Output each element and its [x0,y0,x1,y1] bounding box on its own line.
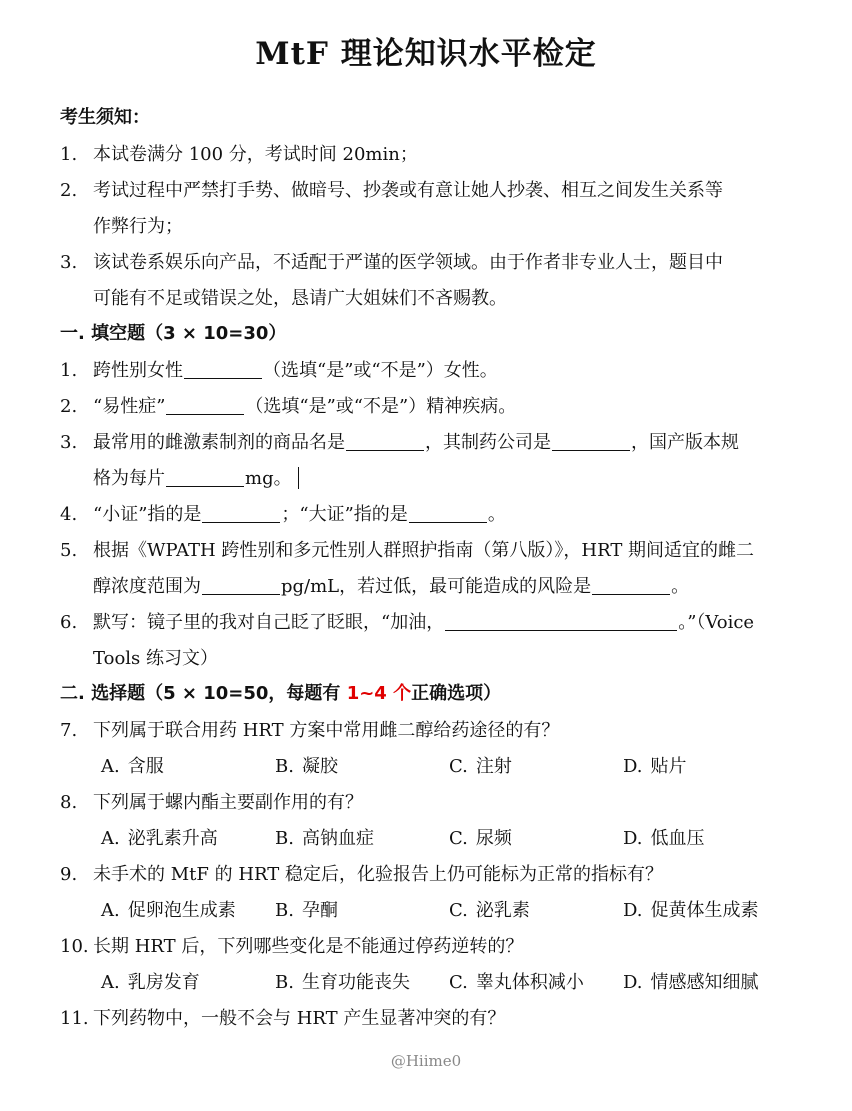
answer-blank[interactable] [409,504,487,523]
notice-item [60,143,418,167]
question-6-continued: Tools 练习文） [93,648,218,669]
question-5 [60,539,754,563]
question-text: 长期 HRT 后，下列哪些变化是不能通过停药逆转的？ [93,936,524,957]
item-text: 考试过程中严禁打手势、做暗号、抄袭或有意让她人抄袭、相互之间发生关系等 [93,180,723,201]
option-c[interactable] [449,755,512,779]
option-letter: A. [101,900,120,921]
item-text-continued: 作弊行为； [93,216,183,237]
option-d[interactable] [623,971,759,995]
option-b[interactable] [275,971,410,995]
option-b[interactable] [275,899,338,923]
question-text: 醇浓度范围为 [93,576,201,597]
option-c[interactable] [449,827,512,851]
question-number: 9. [60,864,78,885]
option-letter: C. [449,756,468,777]
option-letter: B. [275,828,294,849]
question-text: 。”（Voice [678,612,755,633]
item-number: 3. [60,252,78,273]
option-letter: C. [449,900,468,921]
option-letter: C. [449,828,468,849]
option-text: 孕酮 [301,900,338,921]
option-letter: B. [275,900,294,921]
section-heading-text: 正确选项） [411,683,502,704]
question-text: “易性症” [93,396,166,417]
option-letter: A. [101,828,120,849]
option-letter: A. [101,756,120,777]
question-3-continued [93,467,299,491]
question-number: 3. [60,432,78,453]
option-letter: C. [449,972,468,993]
option-b[interactable] [275,827,374,851]
question-number: 6. [60,612,78,633]
question-number: 4. [60,504,78,525]
option-text: 睾丸体积减小 [475,972,584,993]
question-8 [60,791,363,815]
answer-blank[interactable] [166,468,244,487]
question-text: 。 [487,504,506,525]
answer-blank[interactable] [552,432,630,451]
option-letter: B. [275,756,294,777]
question-number: 10. [60,936,89,957]
option-d[interactable] [623,899,759,923]
section-heading-multiple-choice [60,682,501,706]
question-text: （选填“是”或“不是”）女性。 [263,360,498,381]
option-letter: D. [623,756,643,777]
question-1 [60,359,498,383]
question-text: （选填“是”或“不是”）精神疾病。 [245,396,517,417]
question-text: ；“大证”指的是 [281,504,408,525]
question-text: “小证”指的是 [93,504,202,525]
option-letter: D. [623,828,643,849]
option-text: 促卵泡生成素 [127,900,236,921]
question-number: 5. [60,540,78,561]
option-a[interactable] [101,755,164,779]
question-text: 跨性别女性 [93,360,183,381]
option-a[interactable] [101,899,236,923]
option-d[interactable] [623,755,687,779]
question-3 [60,431,739,455]
question-10 [60,935,523,959]
question-2 [60,395,516,419]
option-text: 泌乳素 [475,900,530,921]
option-letter: D. [623,900,643,921]
question-number: 2. [60,396,78,417]
item-number: 1. [60,144,78,165]
question-text: ，国产版本规 [631,432,739,453]
option-text: 泌乳素升高 [127,828,218,849]
question-number: 8. [60,792,78,813]
item-text: 该试卷系娱乐向产品，不适配于严谨的医学领域。由于作者非专业人士，题目中 [93,252,723,273]
section-heading-highlight: 1~4 个 [346,683,412,704]
notice-item [60,251,723,275]
option-text: 含服 [127,756,164,777]
question-text: 默写：镜子里的我对自己眨了眨眼，“加油， [93,612,445,633]
question-text: ，其制药公司是 [425,432,551,453]
option-text: 贴片 [650,756,687,777]
question-11 [60,1007,505,1031]
option-b[interactable] [275,755,338,779]
item-number: 2. [60,180,78,201]
text-cursor [298,467,299,489]
option-c[interactable] [449,971,584,995]
section-heading-fill-in: 一. 填空题（3 × 10=30） [60,323,287,344]
item-text-continued: 可能有不足或错误之处，恳请广大姐妹们不吝赐教。 [93,288,507,309]
question-text: 下列药物中，一般不会与 HRT 产生显著冲突的有？ [93,1008,506,1029]
answer-blank[interactable] [346,432,424,451]
option-a[interactable] [101,827,218,851]
question-5-continued [93,575,689,599]
option-text: 乳房发育 [127,972,200,993]
question-4 [60,503,506,527]
question-text: 格为每片 [93,468,165,489]
question-text: 根据《WPATH 跨性别和多元性别人群照护指南（第八版）》，HRT 期间适宜的雌二 [93,540,755,561]
option-text: 注射 [475,756,512,777]
question-text: mg。 [245,468,292,489]
option-text: 情感感知细腻 [650,972,759,993]
option-letter: B. [275,972,294,993]
question-text: pg/mL，若过低，最可能造成的风险是 [281,576,592,597]
answer-blank[interactable] [202,504,280,523]
option-letter: D. [623,972,643,993]
option-text: 生育功能丧失 [301,972,410,993]
page-title: MtF 理论知识水平检定 [255,36,597,72]
option-text: 促黄体生成素 [650,900,759,921]
answer-blank[interactable] [166,396,244,415]
notice-heading: 考生须知： [60,107,150,128]
question-7 [60,719,559,743]
option-text: 高钠血症 [301,828,374,849]
answer-blank[interactable] [445,612,677,631]
question-text: 下列属于联合用药 HRT 方案中常用雌二醇给药途径的有？ [93,720,560,741]
question-number: 1. [60,360,78,381]
notice-item [60,179,723,203]
option-letter: A. [101,972,120,993]
question-9 [60,863,663,887]
option-text: 凝胶 [301,756,338,777]
option-c[interactable] [449,899,530,923]
watermark-author: @Hiime0 [390,1052,462,1070]
section-heading-text: 二. 选择题（5 × 10=50，每题有 [60,683,347,704]
question-text: 最常用的雌激素制剂的商品名是 [93,432,345,453]
answer-blank[interactable] [592,576,670,595]
question-number: 7. [60,720,78,741]
answer-blank[interactable] [184,360,262,379]
question-text: 未手术的 MtF 的 HRT 稳定后，化验报告上仍可能标为正常的指标有？ [93,864,663,885]
option-d[interactable] [623,827,705,851]
answer-blank[interactable] [202,576,280,595]
option-a[interactable] [101,971,200,995]
question-number: 11. [60,1008,89,1029]
question-text: 。 [671,576,690,597]
option-text: 尿频 [475,828,512,849]
item-text: 本试卷满分 100 分，考试时间 20min； [93,144,418,165]
question-text: 下列属于螺内酯主要副作用的有？ [93,792,363,813]
option-text: 低血压 [650,828,705,849]
question-6 [60,611,754,635]
